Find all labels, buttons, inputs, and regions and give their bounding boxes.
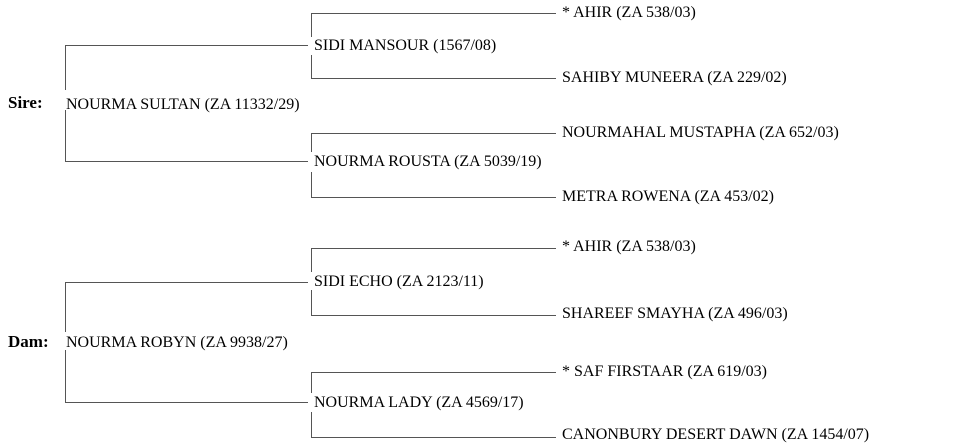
dam-sire-dam-name: SHAREEF SMAYHA (ZA 496/03) <box>562 305 788 322</box>
sire-dam-sire-name: NOURMAHAL MUSTAPHA (ZA 652/03) <box>562 124 839 141</box>
dam-sire-sire-name: * AHIR (ZA 538/03) <box>562 238 696 255</box>
dam-name: NOURMA ROBYN (ZA 9938/27) <box>66 334 288 351</box>
sire-sire-name: SIDI MANSOUR (1567/08) <box>314 37 497 54</box>
dam-dam-sire-name: * SAF FIRSTAAR (ZA 619/03) <box>562 363 767 380</box>
sire-dam-dam-name: METRA ROWENA (ZA 453/02) <box>562 188 774 205</box>
sire-name: NOURMA SULTAN (ZA 11332/29) <box>66 96 300 113</box>
dam-label: Dam: <box>8 332 49 351</box>
dam-dam-dam-name: CANONBURY DESERT DAWN (ZA 1454/07) <box>562 426 870 443</box>
dam-sire-name: SIDI ECHO (ZA 2123/11) <box>314 273 484 290</box>
sire-dam-name: NOURMA ROUSTA (ZA 5039/19) <box>314 153 542 170</box>
sire-sire-dam-name: SAHIBY MUNEERA (ZA 229/02) <box>562 69 787 86</box>
dam-dam-name: NOURMA LADY (ZA 4569/17) <box>314 394 524 411</box>
sire-label: Sire: <box>8 93 43 112</box>
sire-sire-sire-name: * AHIR (ZA 538/03) <box>562 4 696 21</box>
